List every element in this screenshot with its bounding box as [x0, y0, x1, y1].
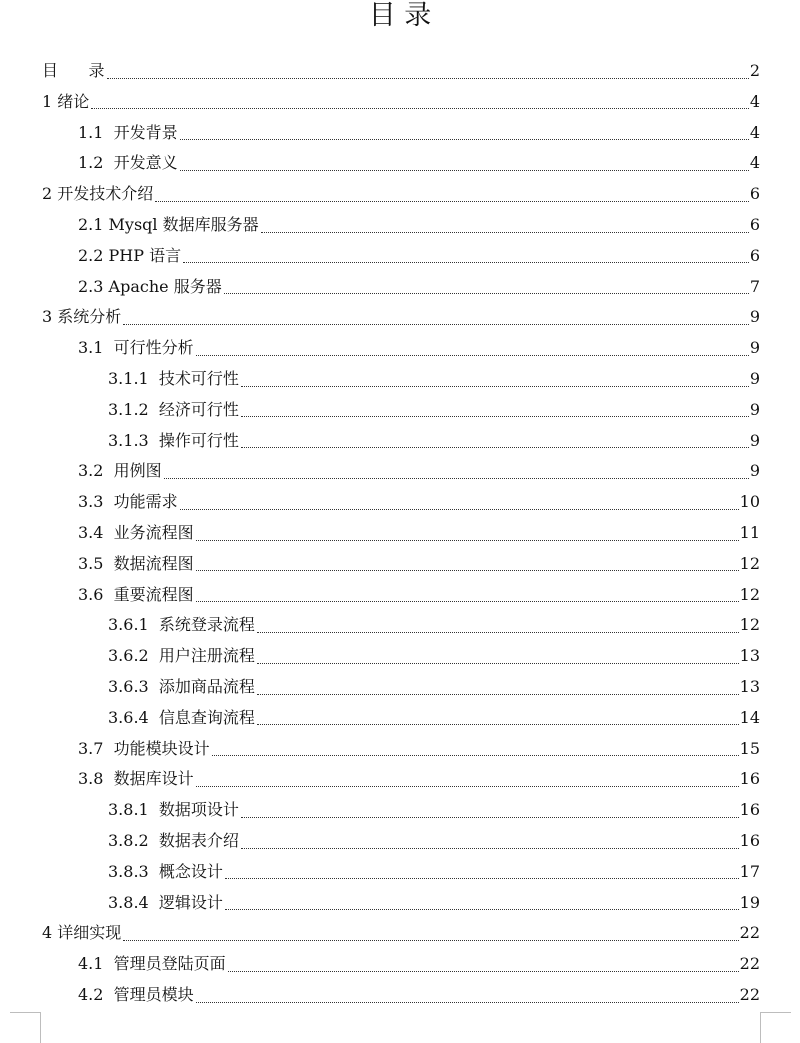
toc-dot-leader: [225, 878, 739, 879]
toc-entry-label: 3.6 重要流程图: [78, 584, 194, 604]
toc-entry-label: 3.8.2 数据表介绍: [108, 831, 239, 850]
toc-entry-label: 3.8 数据库设计: [78, 769, 194, 789]
page-corner-mark-left: [10, 1012, 41, 1043]
toc-entry[interactable]: [78, 949, 760, 979]
toc-entry-label: 3.6.1 系统登录流程: [108, 615, 255, 635]
toc-dot-leader: [107, 78, 749, 79]
toc-entry-label: 3.4 业务流程图: [78, 523, 194, 542]
toc-entry-page-number: 9: [749, 399, 760, 419]
toc-entry[interactable]: [78, 118, 760, 148]
toc-entry-page-number: 13: [739, 646, 760, 666]
toc-dot-leader: [164, 478, 749, 479]
toc-entry[interactable]: [108, 426, 760, 456]
toc-entry-page-number: 16: [739, 800, 760, 820]
toc-dot-leader: [241, 386, 749, 387]
toc-entry[interactable]: [42, 87, 760, 117]
toc-entry[interactable]: [108, 795, 760, 825]
toc-entry-label: 3.6.3 添加商品流程: [108, 677, 255, 696]
toc-entry[interactable]: [108, 364, 760, 394]
toc-entry-page-number: 9: [749, 307, 760, 327]
toc-dot-leader: [257, 724, 739, 725]
toc-entry-label: 4.1 管理员登陆页面: [78, 954, 226, 974]
toc-dot-leader: [196, 601, 739, 602]
toc-dot-leader: [241, 848, 739, 849]
toc-entry-page-number: 22: [739, 923, 760, 943]
toc-entry-label: 3.3 功能需求: [78, 492, 178, 512]
toc-entry-page-number: 17: [739, 861, 760, 881]
toc-dot-leader: [224, 293, 749, 294]
toc-entry-page-number: 13: [739, 677, 760, 696]
toc-entry-label: 1 绪论: [42, 91, 90, 111]
toc-entry-page-number: 12: [739, 584, 760, 604]
toc-entry-page-number: 11: [739, 523, 760, 542]
toc-dot-leader: [196, 786, 739, 787]
toc-entry-label: 目 录: [42, 61, 105, 80]
toc-entry-label: 3.6.4 信息查询流程: [108, 707, 255, 727]
toc-entry-label: 3.7 功能模块设计: [78, 738, 210, 758]
toc-dot-leader: [180, 139, 749, 140]
toc-entry[interactable]: [78, 764, 760, 794]
toc-entry-label: 3.8.1 数据项设计: [108, 800, 239, 820]
toc-entry-label: 3.8.4 逻辑设计: [108, 892, 223, 912]
toc-entry[interactable]: [78, 272, 760, 302]
toc-entry-label: 2.3 Apache 服务器: [78, 276, 222, 296]
toc-entry-page-number: 12: [739, 553, 760, 573]
toc-entry-page-number: 6: [749, 245, 760, 265]
toc-entry[interactable]: [108, 610, 760, 640]
toc-entry-page-number: 10: [739, 492, 760, 512]
toc-dot-leader: [225, 909, 739, 910]
toc-entry-page-number: 6: [749, 215, 760, 234]
toc-entry-page-number: 12: [739, 615, 760, 635]
toc-entry-page-number: 22: [739, 954, 760, 974]
toc-entry[interactable]: [42, 56, 760, 86]
page-title: 目 录: [368, 0, 432, 31]
toc-entry-page-number: 9: [749, 461, 760, 481]
toc-entry[interactable]: [108, 888, 760, 918]
toc-dot-leader: [196, 355, 749, 356]
toc-entry-label: 2.2 PHP 语言: [78, 245, 182, 265]
toc-entry[interactable]: [78, 734, 760, 764]
toc-entry[interactable]: [78, 580, 760, 610]
toc-dot-leader: [183, 262, 749, 263]
toc-entry-page-number: 15: [739, 738, 760, 758]
toc-entry[interactable]: [108, 857, 760, 887]
toc-entry-page-number: 2: [749, 61, 760, 80]
toc-dot-leader: [196, 540, 739, 541]
toc-dot-leader: [212, 755, 739, 756]
toc-entry[interactable]: [42, 302, 760, 332]
page-corner-mark-right: [760, 1012, 791, 1043]
toc-entry-label: 1.2 开发意义: [78, 153, 178, 173]
toc-entry-page-number: 6: [749, 184, 760, 204]
toc-entry-label: 2 开发技术介绍: [42, 184, 154, 204]
toc-dot-leader: [241, 817, 739, 818]
toc-entry-label: 3.8.3 概念设计: [108, 861, 223, 881]
toc-entry-label: 4 详细实现: [42, 923, 122, 943]
toc-entry[interactable]: [108, 672, 760, 702]
toc-entry-page-number: 4: [749, 91, 760, 111]
toc-entry[interactable]: [78, 980, 760, 1010]
toc-entry[interactable]: [78, 241, 760, 271]
toc-entry-label: 3.2 用例图: [78, 461, 162, 481]
toc-entry-page-number: 4: [749, 122, 760, 142]
toc-entry-label: 3.1.2 经济可行性: [108, 399, 239, 419]
toc-dot-leader: [257, 694, 739, 695]
toc-dot-leader: [196, 1002, 739, 1003]
toc-entry[interactable]: [78, 549, 760, 579]
toc-dot-leader: [261, 232, 749, 233]
toc-dot-leader: [241, 416, 749, 417]
toc-entry-label: 2.1 Mysql 数据库服务器: [78, 215, 259, 234]
toc-entry[interactable]: [108, 703, 760, 733]
toc-entry-page-number: 19: [739, 892, 760, 912]
toc-entry-page-number: 16: [739, 831, 760, 850]
toc-dot-leader: [91, 108, 749, 109]
toc-entry[interactable]: [108, 641, 760, 671]
toc-entry[interactable]: [78, 456, 760, 486]
toc-entry-label: 3.1.1 技术可行性: [108, 369, 239, 388]
toc-entry-page-number: 9: [749, 369, 760, 388]
toc-entry-label: 3.1 可行性分析: [78, 338, 194, 358]
toc-entry[interactable]: [108, 395, 760, 425]
toc-dot-leader: [257, 663, 739, 664]
toc-entry[interactable]: [78, 210, 760, 240]
toc-entry-label: 1.1 开发背景: [78, 122, 178, 142]
toc-dot-leader: [180, 170, 749, 171]
toc-dot-leader: [241, 447, 749, 448]
toc-dot-leader: [155, 201, 749, 202]
toc-entry[interactable]: [78, 148, 760, 178]
toc-entry-page-number: 22: [739, 985, 760, 1004]
toc-entry-page-number: 4: [749, 153, 760, 173]
toc-dot-leader: [123, 940, 738, 941]
toc-entry[interactable]: [78, 518, 760, 548]
toc-dot-leader: [123, 324, 749, 325]
toc-entry-label: 3 系统分析: [42, 307, 122, 327]
toc-dot-leader: [228, 971, 739, 972]
toc-entry-page-number: 16: [739, 769, 760, 789]
toc-entry-label: 3.1.3 操作可行性: [108, 430, 239, 450]
toc-entry[interactable]: [42, 918, 760, 948]
toc-entry[interactable]: [78, 333, 760, 363]
toc-entry-page-number: 9: [749, 338, 760, 358]
toc-entry[interactable]: [108, 826, 760, 856]
toc-entry-label: 3.5 数据流程图: [78, 553, 194, 573]
toc-dot-leader: [180, 509, 739, 510]
toc-entry-page-number: 9: [749, 430, 760, 450]
toc-entry[interactable]: [78, 487, 760, 517]
toc-entry-page-number: 14: [739, 707, 760, 727]
toc-entry-label: 3.6.2 用户注册流程: [108, 646, 255, 666]
toc-entry[interactable]: [42, 179, 760, 209]
toc-dot-leader: [196, 570, 739, 571]
toc-dot-leader: [257, 632, 739, 633]
toc-entry-label: 4.2 管理员模块: [78, 985, 194, 1004]
toc-entry-page-number: 7: [749, 276, 760, 296]
